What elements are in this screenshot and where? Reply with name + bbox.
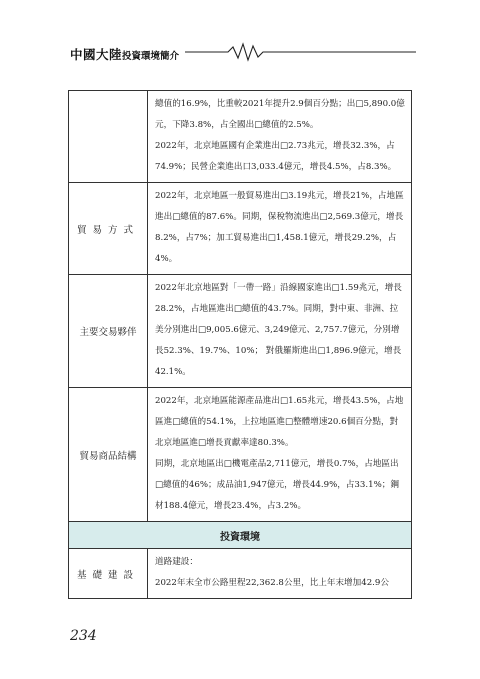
row-label: 貿易方式 [69,183,148,275]
running-header [70,40,416,64]
paragraph: 2022年，北京地區一般貿易進出□3.19兆元，增長21%，占地區進出□總值的87.6%。同期，保稅物流進出□2,569.3億元，增長8.2%，占7%；加工貿易進出□1,458.1億元，增長29.2%，占4%。 [155,191,404,264]
heartbeat-line-icon [70,40,416,64]
paragraph: 2022年，北京地區能源產品進出□1.65兆元，增長43.5%，占地區進□總值的54.1%，上拉地區進□整體增速20.6個百分點，對北京地區進□增長貢獻率達80.3%。 [155,396,404,448]
table-row [69,275,412,388]
table-row [69,91,412,183]
header-title-sub: 投資環境簡介 [122,51,180,62]
section-title: 投資環境 [69,522,412,549]
row-content [148,388,412,522]
info-table [68,90,412,599]
row-label: 基礎建設 [69,549,148,599]
row-label: 主要交易夥伴 [69,275,148,388]
row-content [148,549,412,599]
row-content [148,275,412,388]
paragraph: 2022年末全市公路里程22,362.8公里，比上年末增加42.9公 [155,578,389,588]
table-row [69,388,412,522]
paragraph: 總值的16.9%，比重較2021年提升2.9個百分點；出□5,890.0億元，下降3.8%，占全國出□總值的2.5%。 [155,99,405,130]
paragraph: 道路建設： [155,557,198,567]
row-label: 貿易商品結構 [69,388,148,522]
paragraph: 2022年，北京地區國有企業進出□2.73兆元，增長32.3%，占74.9%；民營企業進出口3,033.4億元，增長4.5%，占8.3%。 [155,141,397,172]
section-header-row [69,522,412,549]
paragraph: 同期，北京地區出□機電產品2,711億元，增長0.7%，占地區出□總值的46%；成品油1,947億元，增長44.9%，占33.1%；鋼材188.4億元，增長23.4%，占3.2%。 [155,459,399,511]
row-label [69,91,148,183]
table-row [69,183,412,275]
page-number: 234 [70,628,97,644]
row-content [148,183,412,275]
paragraph: 2022年北京地區對「一帶一路」沿線國家進出□1.59兆元，增長28.2%，占地區進出□總值的43.7%。同期，對中東、非洲、拉美分別進出□9,005.6億元、3,249億元、2,757.7億元，分別增長52.3%、19.7%、10%； 對俄羅斯進出□1,896.9億元，增長42.1%。 [155,283,402,377]
header-title-main: 中國大陸 [70,47,123,62]
row-content [148,91,412,183]
table-row [69,549,412,599]
